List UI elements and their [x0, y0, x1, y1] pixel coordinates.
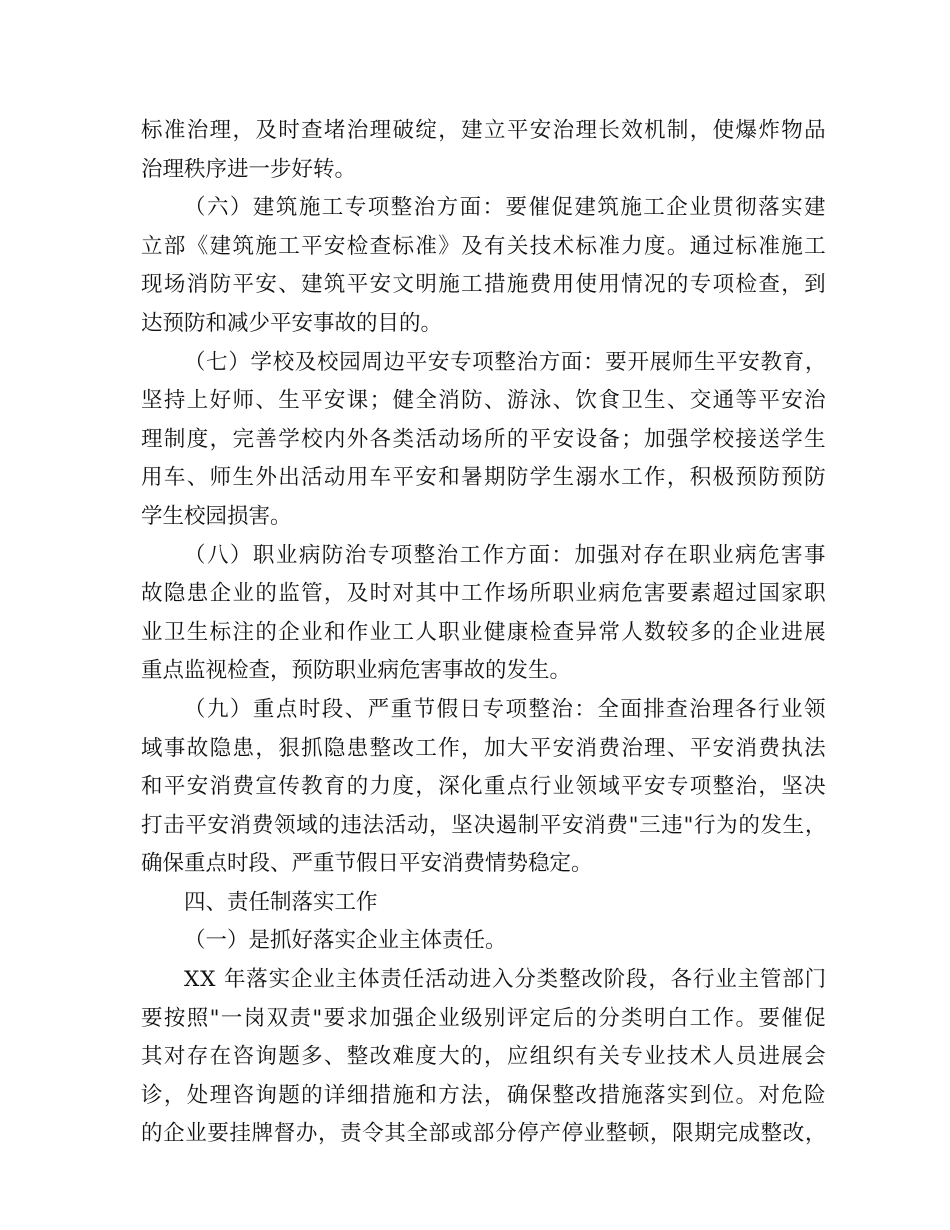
text-line: 达预防和减少平安事故的目的。	[141, 310, 443, 336]
text-line: 学生校园损害。	[141, 503, 292, 529]
text-line: 现场消防平安、建筑平安文明施工措施费用使用情况的专项检查，到	[141, 272, 827, 298]
text-line: 治理秩序进一步好转。	[141, 156, 357, 182]
paragraph-heading-four	[141, 884, 827, 923]
text-line: 立部《建筑施工平安检查标准》及有关技术标准力度。通过标准施工	[141, 233, 827, 259]
text-line: 用车、师生外出活动用车平安和暑期防学生溺水工作，积极预防预防	[141, 465, 827, 491]
text-line: 的企业要挂牌督办，责令其全部或部分停产停业整顿，限期完成整改，	[141, 1121, 828, 1147]
text-line: 坚持上好师、生平安课；健全消防、游泳、饮食卫生、交通等平安治	[141, 388, 827, 414]
paragraph-sub-one	[141, 922, 827, 961]
paragraph-eight	[141, 537, 827, 691]
text-line: 故隐患企业的监管，及时对其中工作场所职业病危害要素超过国家职	[141, 581, 827, 607]
text-line: 确保重点时段、严重节假日平安消费情势稳定。	[141, 851, 593, 877]
text-line: 诊，处理咨询题的详细措施和方法，确保整改措施落实到位。对危险	[141, 1082, 827, 1108]
text-line: （六）建筑施工专项整治方面：要催促建筑施工企业贯彻落实建	[184, 195, 827, 221]
paragraph-xx	[141, 961, 827, 1154]
paragraph-six	[141, 189, 827, 343]
paragraph-continuation	[141, 112, 827, 189]
text-line: 和平安消费宣传教育的力度，深化重点行业领域平安专项整治，坚决	[141, 774, 827, 800]
paragraph-nine	[141, 691, 827, 884]
paragraph-seven	[141, 344, 827, 537]
text-line: 要按照"一岗双责"要求加强企业级别评定后的分类明白工作。要催促	[141, 1005, 827, 1031]
text-line: XX 年落实企业主体责任活动进入分类整改阶段，各行业主管部门	[184, 967, 827, 993]
text-line: 域事故隐患，狠抓隐患整改工作，加大平安消费治理、平安消费执法	[141, 735, 827, 761]
text-line: 业卫生标注的企业和作业工人职业健康检查异常人数较多的企业进展	[141, 619, 827, 645]
text-line: （九）重点时段、严重节假日专项整治：全面排查治理各行业领	[184, 696, 827, 722]
text-line: 四、责任制落实工作	[184, 889, 378, 915]
text-line: 重点监视检查，预防职业病危害事故的发生。	[141, 658, 572, 684]
text-line: （七）学校及校园周边平安专项整治方面：要开展师生平安教育，	[184, 349, 827, 375]
document-body	[141, 112, 827, 1154]
text-line: 打击平安消费领域的违法活动，坚决遏制平安消费"三违"行为的发生，	[141, 812, 827, 838]
text-line: 其对存在咨询题多、整改难度大的，应组织有关专业技术人员进展会	[141, 1044, 827, 1070]
text-line: （一）是抓好落实企业主体责任。	[184, 928, 507, 954]
text-line: 标准治理，及时查堵治理破绽，建立平安治理长效机制，使爆炸物品	[141, 118, 827, 143]
text-line: （八）职业病防治专项整治工作方面：加强对存在职业病危害事	[184, 542, 827, 568]
text-line: 理制度，完善学校内外各类活动场所的平安设备；加强学校接送学生	[141, 426, 827, 452]
